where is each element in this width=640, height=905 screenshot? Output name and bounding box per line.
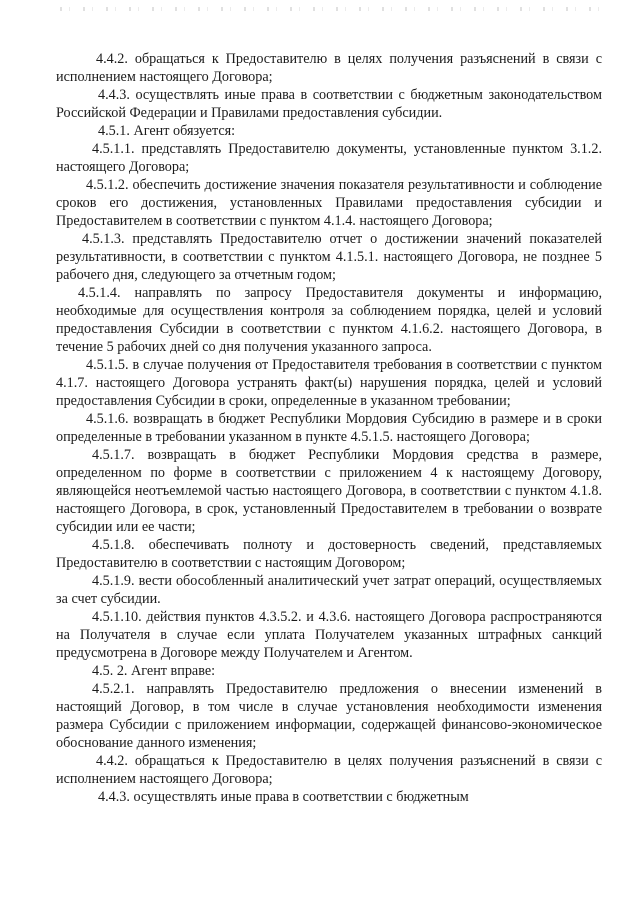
paragraph-4-5-2: 4.5. 2. Агент вправе: [92, 663, 216, 679]
paragraph-4-5-1-10: 4.5.1.10. действия пунктов 4.3.5.2. и 4.3.6. настоящего Договора распространяются на Получателя в случае если уплата Получателем указанных штрафных санкций предусмотрена в Договоре между Получателем и Агентом. [56, 609, 602, 661]
paragraph-4-5-1: 4.5.1. Агент обязуется: [98, 123, 236, 139]
paragraph-4-5-2-1: 4.5.2.1. направлять Предоставителю предложения о внесении изменений в настоящий Договор, в том числе в случае установления необходимости изменения размера Субсидии с приложением информации, содержащей финансово-экономическое обоснование данного изменения; [56, 681, 602, 751]
paragraph-4-5-1-2: 4.5.1.2. обеспечить достижение значения показателя результативности и соблюдение сроков его достижения, установленных Правилами предоставления субсидии и Предоставителем в соответствии с пунктом 4.1.4. настоящего Договора; [56, 177, 602, 229]
paragraph-4-4-2: 4.4.2. обращаться к Предоставителю в целях получения разъяснений в связи с исполнением настоящего Договора; [56, 51, 602, 85]
paragraph-4-4-3-partial: 4.4.3. осуществлять иные права в соответствии с бюджетным [98, 789, 469, 805]
paragraph-4-5-1-6: 4.5.1.6. возвращать в бюджет Республики Мордовия Субсидию в размере и в сроки определенные в требовании указанном в пункте 4.5.1.5. настоящего Договора; [56, 411, 602, 445]
paragraph-4-5-1-5: 4.5.1.5. в случае получения от Предоставителя требования в соответствии с пунктом 4.1.7. настоящего Договора устранять факт(ы) нарушения порядка, целей и условий предоставления Субсидии в сроки, определенные в указанном требовании; [56, 357, 602, 409]
paragraph-4-5-1-4: 4.5.1.4. направлять по запросу Предоставителя документы и информацию, необходимые для осуществления контроля за соблюдением порядка, целей и условий предоставления Субсидии в соответствии с пунктом 4.1.6.2. настоящего Договора, в течение 5 рабочих дней со дня получения указанного запроса. [56, 285, 602, 355]
paragraph-4-4-2-repeat: 4.4.2. обращаться к Предоставителю в целях получения разъяснений в связи с исполнением настоящего Договора; [56, 753, 602, 787]
paragraph-4-5-1-1: 4.5.1.1. представлять Предоставителю документы, установленные пунктом 3.1.2. настоящего Договора; [56, 141, 602, 175]
paragraph-4-5-1-8: 4.5.1.8. обеспечивать полноту и достоверность сведений, представляемых Предоставителю в соответствии с настоящим Договором; [56, 537, 602, 571]
paragraph-4-5-1-7: 4.5.1.7. возвращать в бюджет Республики Мордовия средства в размере, определенном по форме в соответствии с приложением 4 к настоящему Договору, являющейся неотъемлемой частью настоящего Договора, в соответствии с пунктом 4.1.8. настоящего Договора, в срок, установленный Предоставителем в требовании о возврате субсидии или ее части; [56, 447, 602, 535]
paragraph-4-5-1-9: 4.5.1.9. вести обособленный аналитический учет затрат операций, осуществляемых за счет субсидии. [56, 573, 602, 607]
document-body [56, 50, 602, 806]
paragraph-4-5-1-3: 4.5.1.3. представлять Предоставителю отчет о достижении значений показателей результативности, в соответствии с пунктом 4.1.5.1. настоящего Договора, не позднее 5 рабочего дня, следующего за отчетным годом; [56, 231, 602, 283]
paragraph-4-4-3: 4.4.3. осуществлять иные права в соответствии с бюджетным законодательством Российской Федерации и Правилами предоставления субсидии. [56, 87, 602, 121]
scan-header-noise [60, 7, 600, 11]
